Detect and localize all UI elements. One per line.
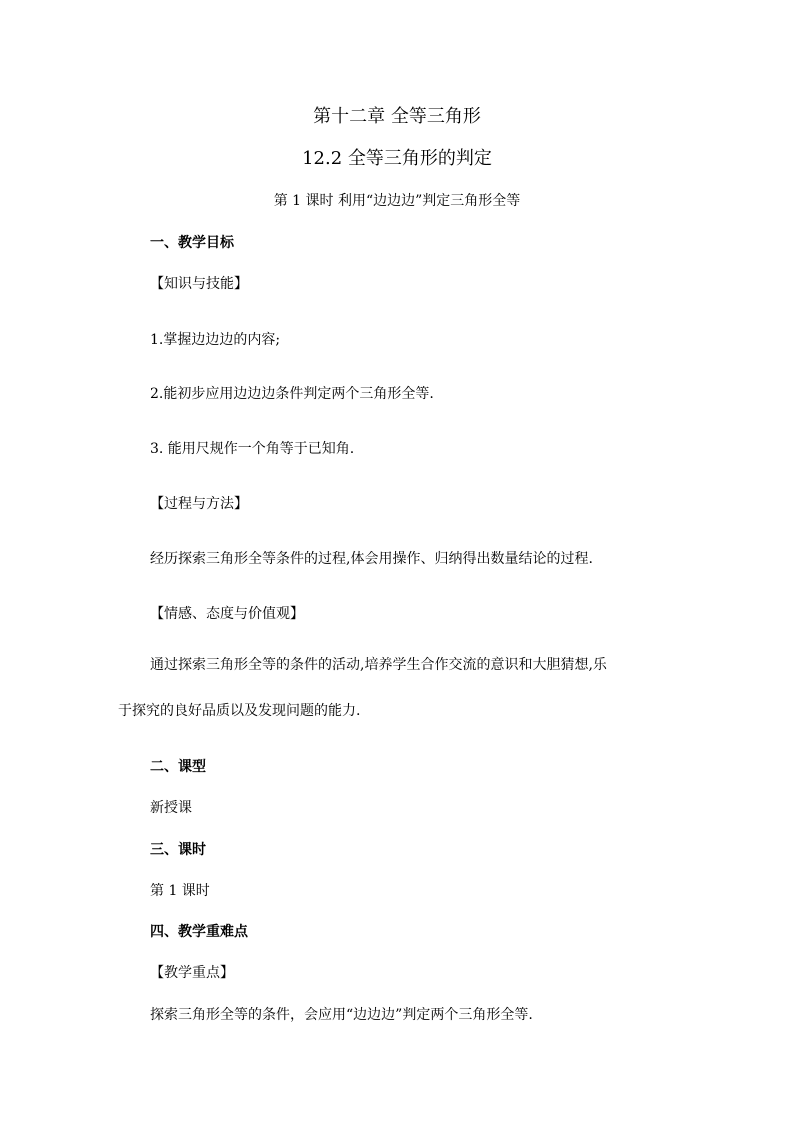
knowledge-item-1: 1.掌握边边边的内容; xyxy=(150,332,281,348)
knowledge-item-3: 3. 能用尺规作一个角等于已知角. xyxy=(150,441,355,457)
process-label: 【过程与方法】 xyxy=(150,496,248,512)
key-points-text: 探索三角形全等的条件，会应用“边边边”判定两个三角形全等. xyxy=(150,1007,533,1023)
key-points-heading: 四、教学重难点 xyxy=(150,924,248,940)
key-points-label: 【教学重点】 xyxy=(150,965,234,981)
lesson-title: 第 1 课时 利用“边边边”判定三角形全等 xyxy=(273,193,521,209)
class-hours-heading: 三、课时 xyxy=(150,842,206,858)
emotion-text-line-2: 于探究的良好品质以及发现问题的能力. xyxy=(118,703,361,719)
lesson-type-heading: 二、课型 xyxy=(150,759,206,775)
class-hours-text: 第 1 课时 xyxy=(150,883,210,899)
section-title: 12.2 全等三角形的判定 xyxy=(302,148,492,169)
process-text: 经历探索三角形全等条件的过程,体会用操作、归纳得出数量结论的过程. xyxy=(150,551,593,567)
knowledge-label: 【知识与技能】 xyxy=(150,276,248,292)
lesson-type-text: 新授课 xyxy=(150,800,192,816)
objectives-heading: 一、教学目标 xyxy=(150,235,234,251)
emotion-text-line-1: 通过探索三角形全等的条件的活动,培养学生合作交流的意识和大胆猜想,乐 xyxy=(150,657,607,673)
knowledge-item-2: 2.能初步应用边边边条件判定两个三角形全等. xyxy=(150,386,434,402)
emotion-label: 【情感、态度与价值观】 xyxy=(150,606,304,622)
chapter-title: 第十二章 全等三角形 xyxy=(313,106,481,127)
